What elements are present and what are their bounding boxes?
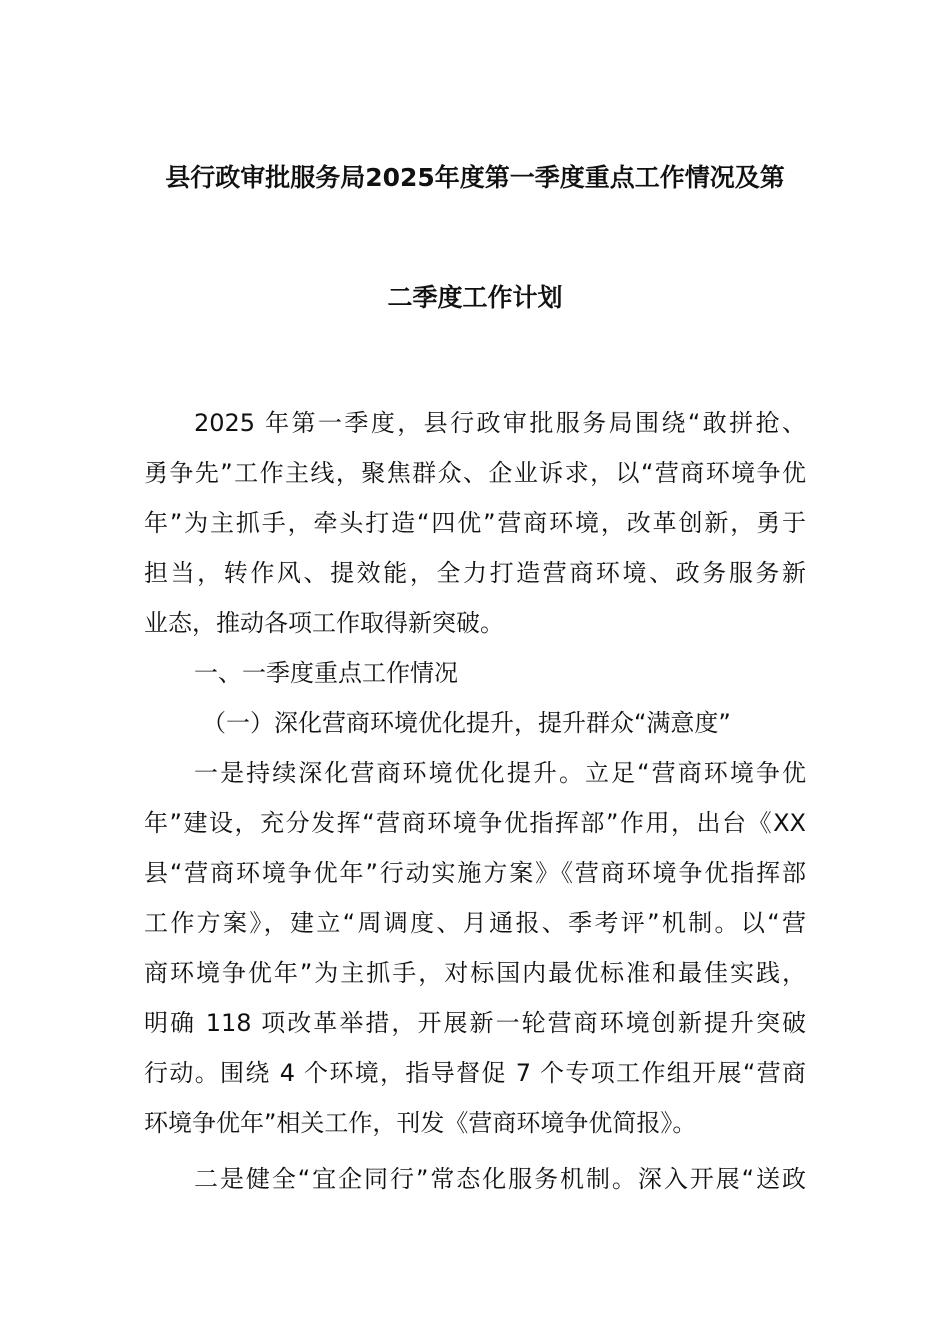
paragraph-point-1 — [144, 748, 806, 1148]
paragraph-line: 环境争优年”相关工作，刊发《营商环境争优简报》。 — [144, 1109, 697, 1137]
document-body — [144, 398, 806, 1204]
paragraph-line: 行动。围绕 4 个环境，指导督促 7 个专项工作组开展“营商 — [144, 1059, 806, 1087]
paragraph-intro — [144, 398, 806, 648]
section-heading-1: 一、一季度重点工作情况 — [194, 659, 458, 687]
paragraph-line: 明确 118 项改革举措，开展新一轮营商环境创新提升突破 — [144, 1009, 806, 1037]
document-title-line-2: 二季度工作计划 — [387, 283, 563, 312]
paragraph-line: 商环境争优年”为主抓手，对标国内最优标准和最佳实践， — [144, 959, 806, 987]
paragraph-point-2 — [144, 1154, 806, 1204]
paragraph-line: 县“营商环境争优年”行动实施方案》《营商环境争优指挥部 — [144, 859, 806, 887]
paragraph-line: 二是健全“宜企同行”常态化服务机制。深入开展“送政 — [194, 1165, 806, 1193]
paragraph-line: 工作方案》，建立“周调度、月通报、季考评”机制。以“营 — [144, 909, 806, 937]
document-title-line-1: 县行政审批服务局2025年度第一季度重点工作情况及第 — [165, 163, 785, 192]
paragraph-line: 2025 年第一季度，县行政审批服务局围绕“敢拼抢、 — [194, 409, 806, 437]
paragraph-line: 勇争先”工作主线，聚焦群众、企业诉求，以“营商环境争优 — [144, 459, 806, 487]
paragraph-line: 业态，推动各项工作取得新突破。 — [144, 609, 504, 637]
subsection-heading-1: （一）深化营商环境优化提升，提升群众“满意度” — [202, 709, 731, 737]
paragraph-line: 年”建设，充分发挥“营商环境争优指挥部”作用，出台《XX — [144, 809, 806, 837]
paragraph-line: 一是持续深化营商环境优化提升。立足“营商环境争优 — [194, 759, 806, 787]
paragraph-line: 年”为主抓手，牵头打造“四优”营商环境，改革创新，勇于 — [144, 509, 806, 537]
paragraph-line: 担当，转作风、提效能，全力打造营商环境、政务服务新 — [144, 559, 806, 587]
